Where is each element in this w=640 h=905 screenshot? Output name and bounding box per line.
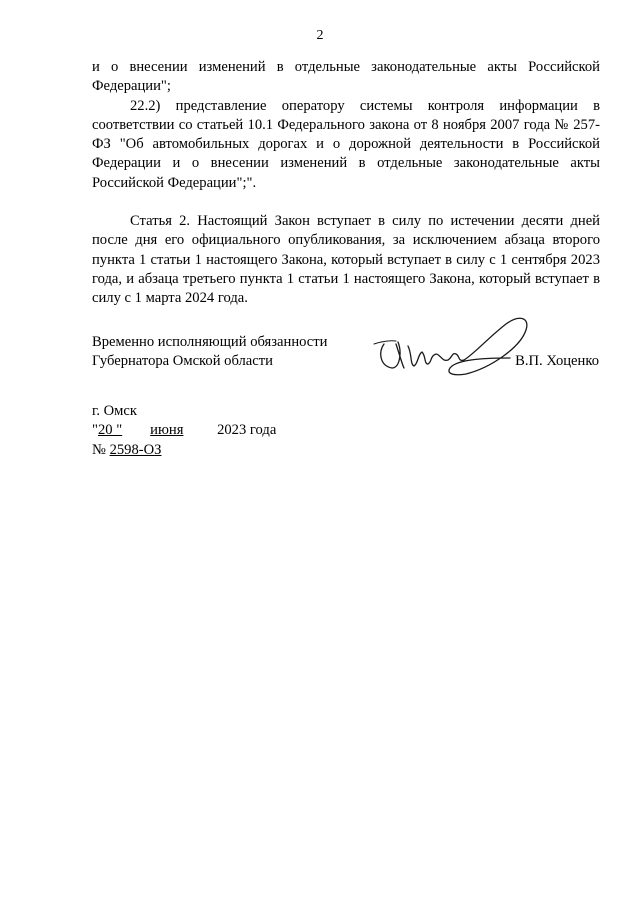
position-line-1: Временно исполняющий обязанности xyxy=(92,334,328,350)
signatory-position xyxy=(92,333,327,372)
law-number-value: 2598-ОЗ xyxy=(109,441,162,458)
city: г. Омск xyxy=(92,403,137,419)
law-number xyxy=(92,441,276,460)
handwritten-signature xyxy=(370,304,540,394)
date-day: 20 " xyxy=(97,422,123,439)
page-number: 2 xyxy=(316,28,324,43)
paragraph-item-22-2: 22.2) представление оператору системы контроля информации в соответствии со статьей 10.1 Федерального закона от 8 ноября 2007 года № 257-ФЗ "Об автомобильных дорогах и о дорожной деятельности в Российской Федерации и о внесении изменений в отдельные законодательные акты Российской Федерации";". xyxy=(92,97,600,191)
date-month: июня xyxy=(150,422,184,439)
date-quote-open: " xyxy=(92,422,98,439)
signer-name: В.П. Хоценко xyxy=(515,353,599,369)
date-year: 2023 года xyxy=(213,422,277,439)
paragraph-continuation: и о внесении изменений в отдельные законодательные акты Российской Федерации"; xyxy=(92,59,600,95)
signing-details xyxy=(92,402,276,460)
signing-date xyxy=(92,421,276,440)
position-line-2: Губернатора Омской области xyxy=(92,353,273,370)
law-number-prefix: № xyxy=(92,441,110,458)
paragraph-article-2: Статья 2. Настоящий Закон вступает в силу по истечении десяти дней после дня его официального опубликования, за исключением абзаца второго пункта 1 статьи 1 настоящего Закона, который вступает в силу с 1 сентября 2023 года, и абзаца третьего пункта 1 статьи 1 настоящего Закона, который вступает в силу с 1 марта 2024 года. xyxy=(92,213,600,307)
law-text xyxy=(92,58,600,309)
